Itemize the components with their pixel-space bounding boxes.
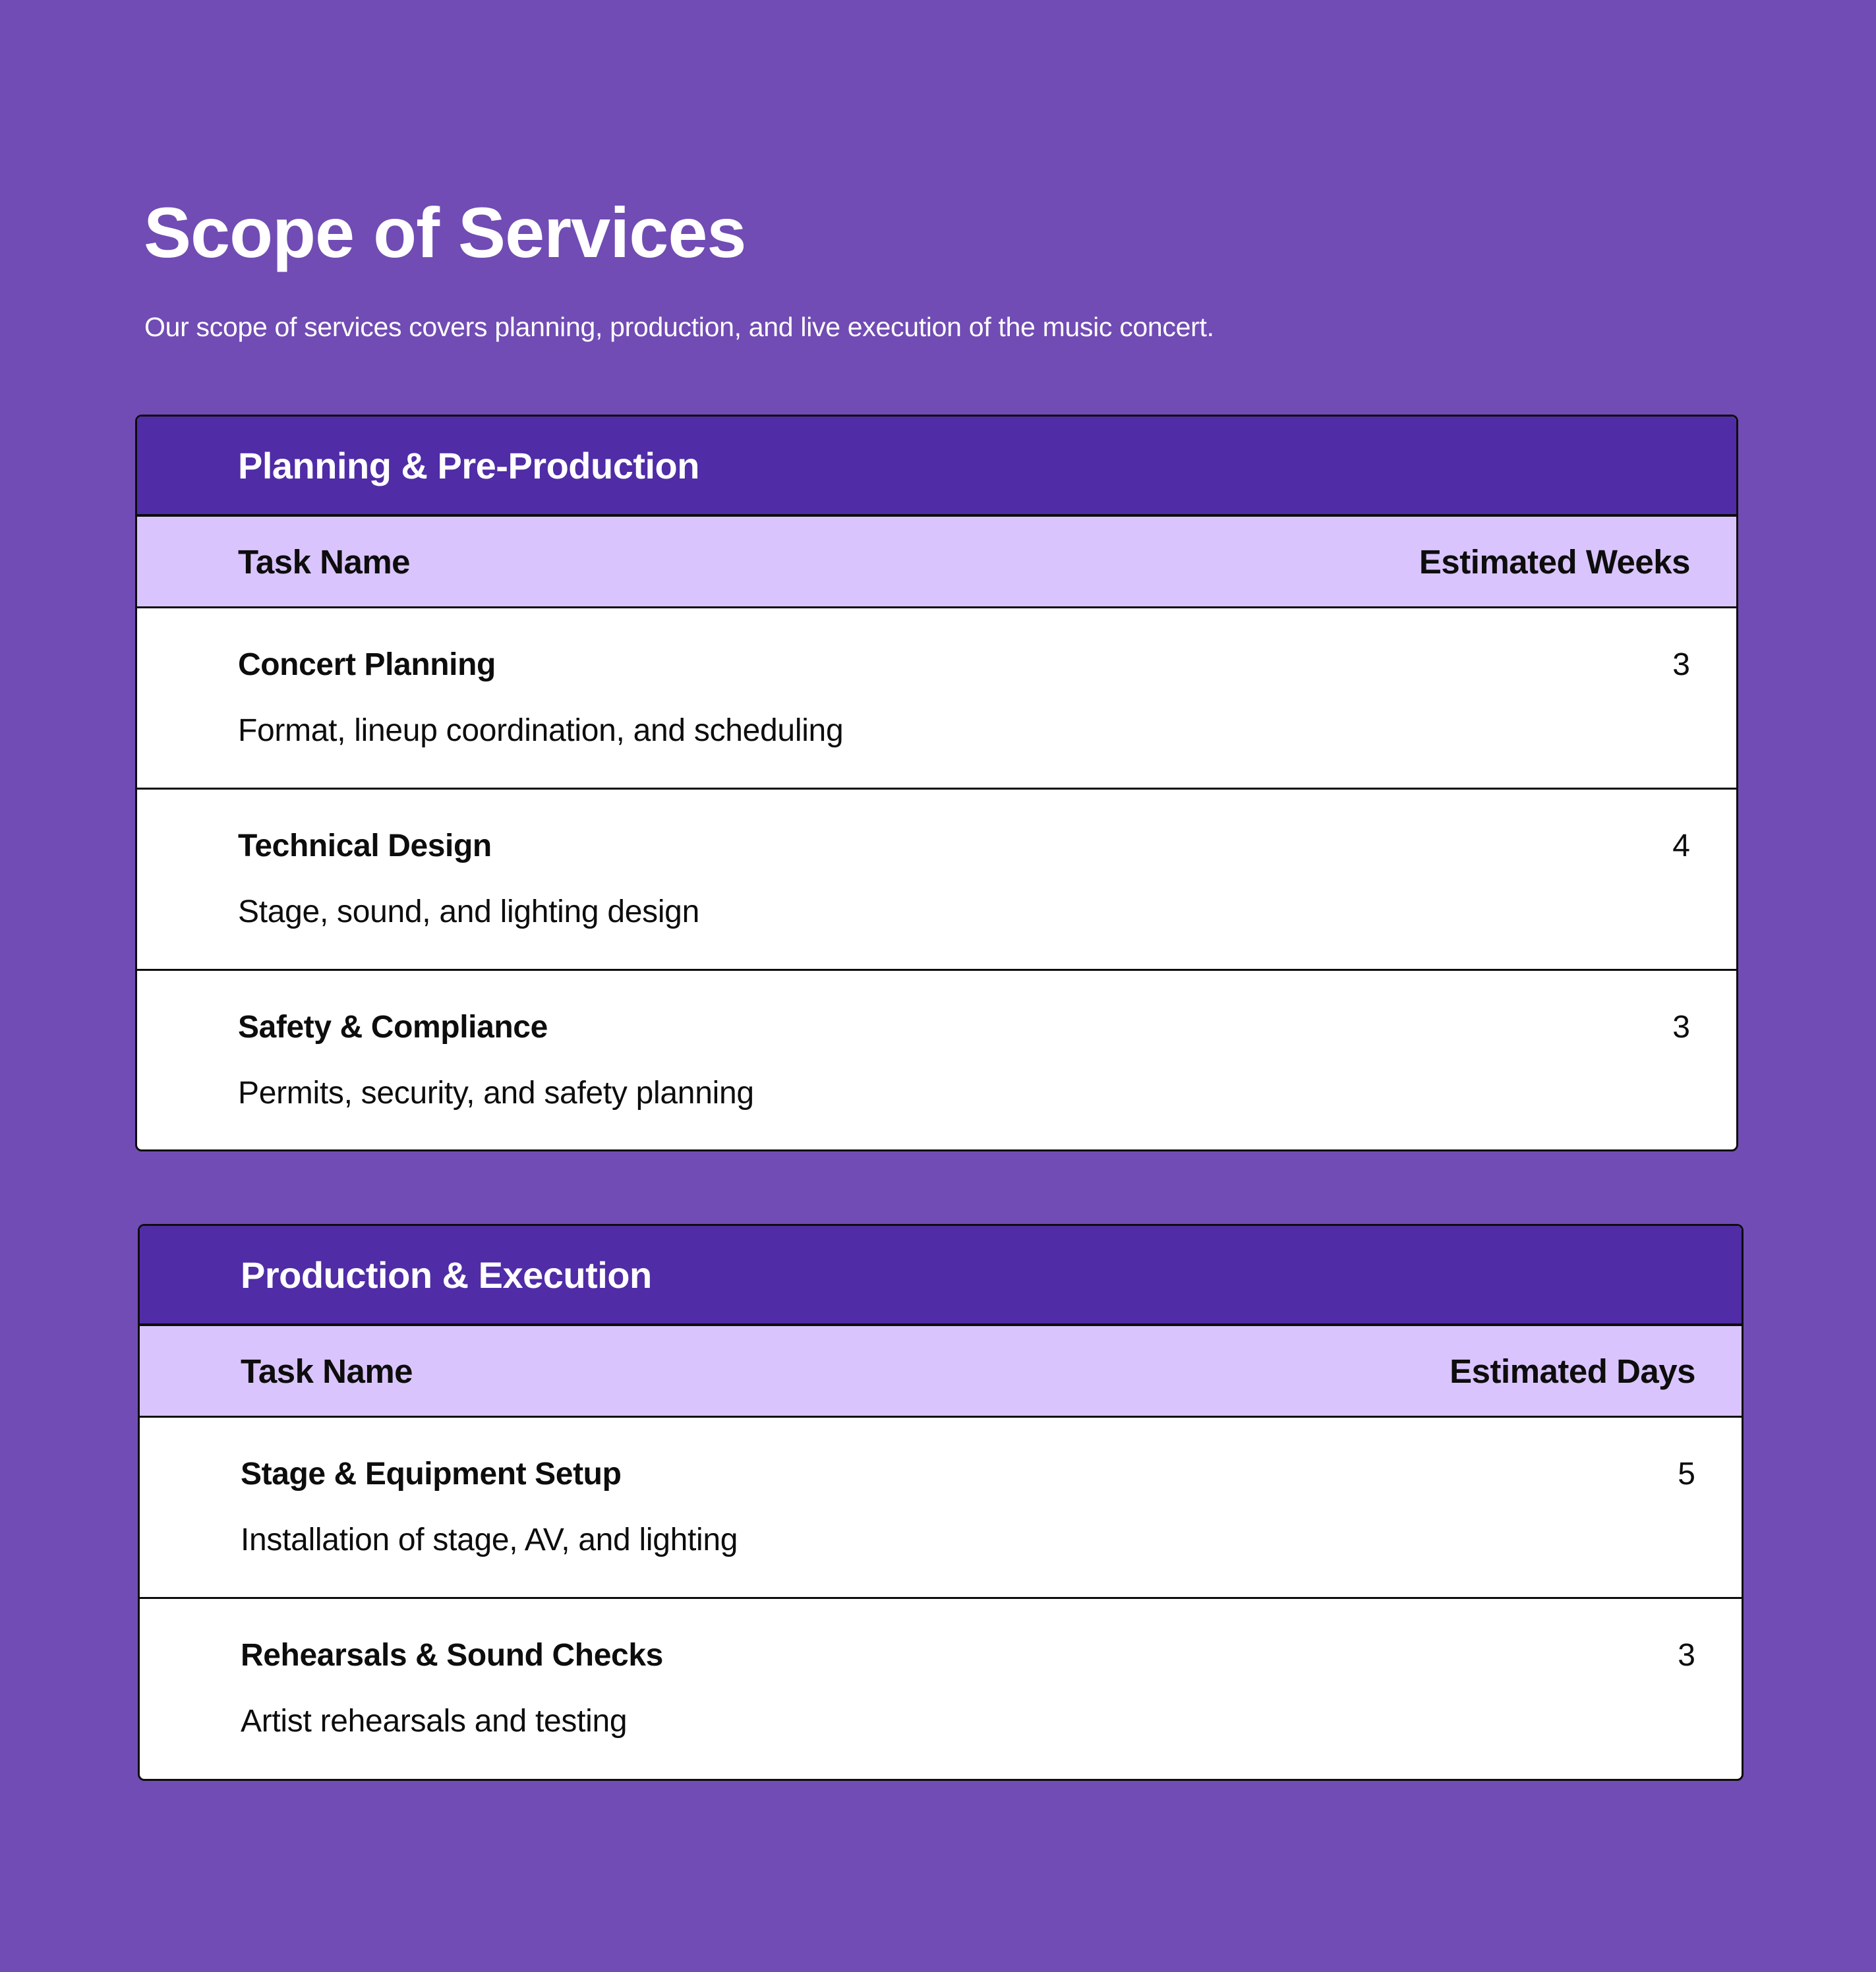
task-name: Concert Planning bbox=[238, 647, 496, 682]
section-production-table bbox=[138, 1224, 1744, 1781]
task-name: Stage & Equipment Setup bbox=[241, 1457, 622, 1492]
column-header-row bbox=[140, 1326, 1742, 1418]
column-header-row bbox=[137, 517, 1736, 608]
table-row bbox=[140, 1599, 1742, 1780]
section-planning-table bbox=[135, 415, 1738, 1151]
page-title: Scope of Services bbox=[144, 192, 746, 272]
page-subtitle: Our scope of services covers planning, production, and live execution of the music concert. bbox=[144, 312, 1214, 342]
section-header bbox=[140, 1226, 1742, 1326]
column-header-estimate: Estimated Days bbox=[1450, 1352, 1695, 1390]
task-estimate: 5 bbox=[1678, 1457, 1695, 1492]
task-estimate: 3 bbox=[1672, 647, 1690, 682]
section-title: Planning & Pre-Production bbox=[238, 444, 699, 486]
table-row bbox=[137, 790, 1736, 971]
task-description: Artist rehearsals and testing bbox=[241, 1704, 628, 1739]
table-row bbox=[140, 1418, 1742, 1599]
task-description: Permits, security, and safety planning bbox=[238, 1076, 754, 1111]
task-description: Installation of stage, AV, and lighting bbox=[241, 1522, 738, 1557]
task-name: Rehearsals & Sound Checks bbox=[241, 1638, 663, 1673]
task-estimate: 3 bbox=[1672, 1010, 1690, 1045]
task-estimate: 3 bbox=[1678, 1638, 1695, 1673]
column-header-estimate: Estimated Weeks bbox=[1419, 542, 1690, 581]
section-header bbox=[137, 417, 1736, 517]
task-estimate: 4 bbox=[1672, 828, 1690, 863]
task-description: Format, lineup coordination, and scheduling bbox=[238, 713, 844, 748]
table-row bbox=[137, 608, 1736, 790]
column-header-task-name: Task Name bbox=[241, 1352, 413, 1390]
task-name: Safety & Compliance bbox=[238, 1010, 548, 1045]
task-description: Stage, sound, and lighting design bbox=[238, 894, 699, 929]
table-row bbox=[137, 971, 1736, 1151]
task-name: Technical Design bbox=[238, 828, 492, 863]
section-title: Production & Execution bbox=[241, 1254, 652, 1296]
column-header-task-name: Task Name bbox=[238, 542, 411, 581]
